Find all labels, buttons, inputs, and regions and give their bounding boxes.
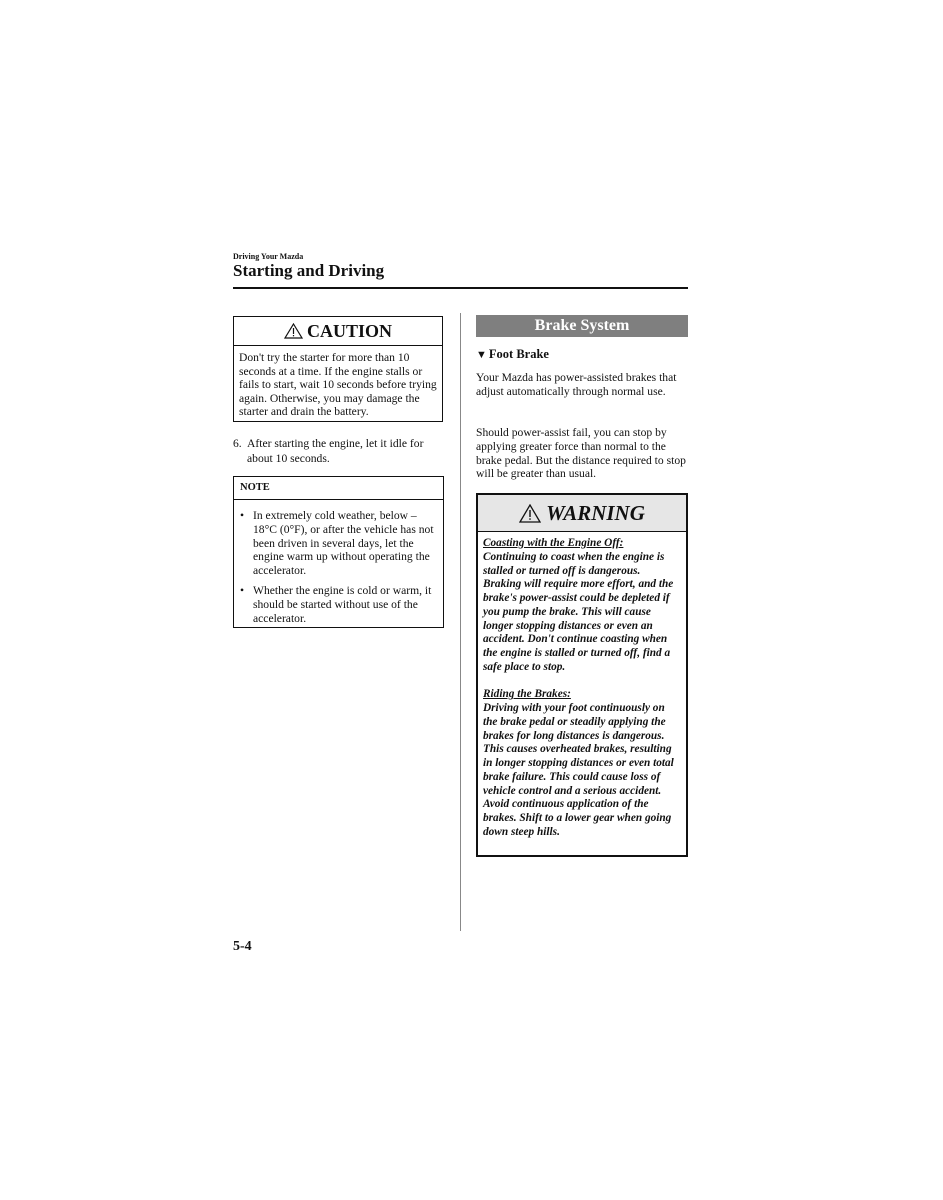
- step-text: After starting the engine, let it idle for about 10 seconds.: [247, 437, 424, 465]
- note-list: [234, 500, 443, 625]
- subsection-title: Foot Brake: [488, 347, 549, 361]
- page-number: 5-4: [233, 939, 252, 954]
- warning-item-title: Coasting with the Engine Off:: [483, 537, 624, 549]
- warning-box: [476, 493, 688, 857]
- section-label: Driving Your Mazda: [233, 252, 304, 261]
- paragraph: Should power-assist fail, you can stop by applying greater force than normal to the brake pedal. But the distance required to stop will be greater than usual.: [476, 426, 686, 481]
- warning-triangle-icon: [519, 504, 541, 523]
- warning-item-text: Driving with your foot continuously on the brake pedal or steadily applying the brakes for long distances is dangerous. This causes overheated brakes, resulting in longer stopping distances or even total brake failure. This could cause loss of vehicle control and a serious accident. Avoid continuous application of the brakes. Shift to a lower gear when going down steep hills.: [483, 702, 674, 838]
- warning-item-text: Continuing to coast when the engine is stalled or turned off is dangerous. Braking will require more effort, and the brake's power-assist could be depleted if you pump the brake. This will cause longer stopping distances or even an accident. Don't continue coasting when the engine is stalled or turned off, find a safe place to stop.: [483, 550, 674, 673]
- note-item-text: Whether the engine is cold or warm, it should be started without use of the accelerator.: [253, 583, 432, 625]
- list-item: [240, 584, 437, 625]
- caution-text: Don't try the starter for more than 10 seconds at a time. If the engine stalls or fails to start, wait 10 seconds before trying again. Otherwise, you may damage the starter and drain the battery.: [239, 351, 437, 419]
- triangle-down-icon: ▼: [476, 349, 487, 361]
- subsection-heading: [476, 347, 549, 362]
- warning-item: [483, 537, 681, 675]
- bullet: •: [240, 509, 245, 522]
- warning-item: [483, 688, 681, 839]
- section-banner: Brake System: [476, 315, 688, 337]
- step-item: [233, 436, 445, 466]
- warning-text: [478, 532, 686, 840]
- list-item: [240, 509, 437, 578]
- step-number: 6.: [233, 437, 242, 450]
- note-box: [233, 476, 444, 628]
- column-divider: [460, 313, 461, 931]
- title-rule: [233, 287, 688, 289]
- page-title: Starting and Driving: [233, 261, 385, 280]
- note-item-text: In extremely cold weather, below –18°C (0°F), or after the vehicle has not been driven in several days, let the engine warm up without operating the accelerator.: [253, 509, 434, 578]
- caution-heading: [234, 317, 442, 346]
- warning-label: WARNING: [546, 500, 645, 525]
- warning-triangle-icon: [284, 323, 303, 339]
- warning-heading: [478, 495, 686, 532]
- warning-item-title: Riding the Brakes:: [483, 688, 571, 701]
- note-heading: NOTE: [234, 477, 443, 500]
- bullet: •: [240, 583, 245, 597]
- caution-box: [233, 316, 443, 422]
- caution-label: CAUTION: [306, 320, 392, 341]
- paragraph: Your Mazda has power-assisted brakes that adjust automatically through normal use.: [476, 371, 677, 398]
